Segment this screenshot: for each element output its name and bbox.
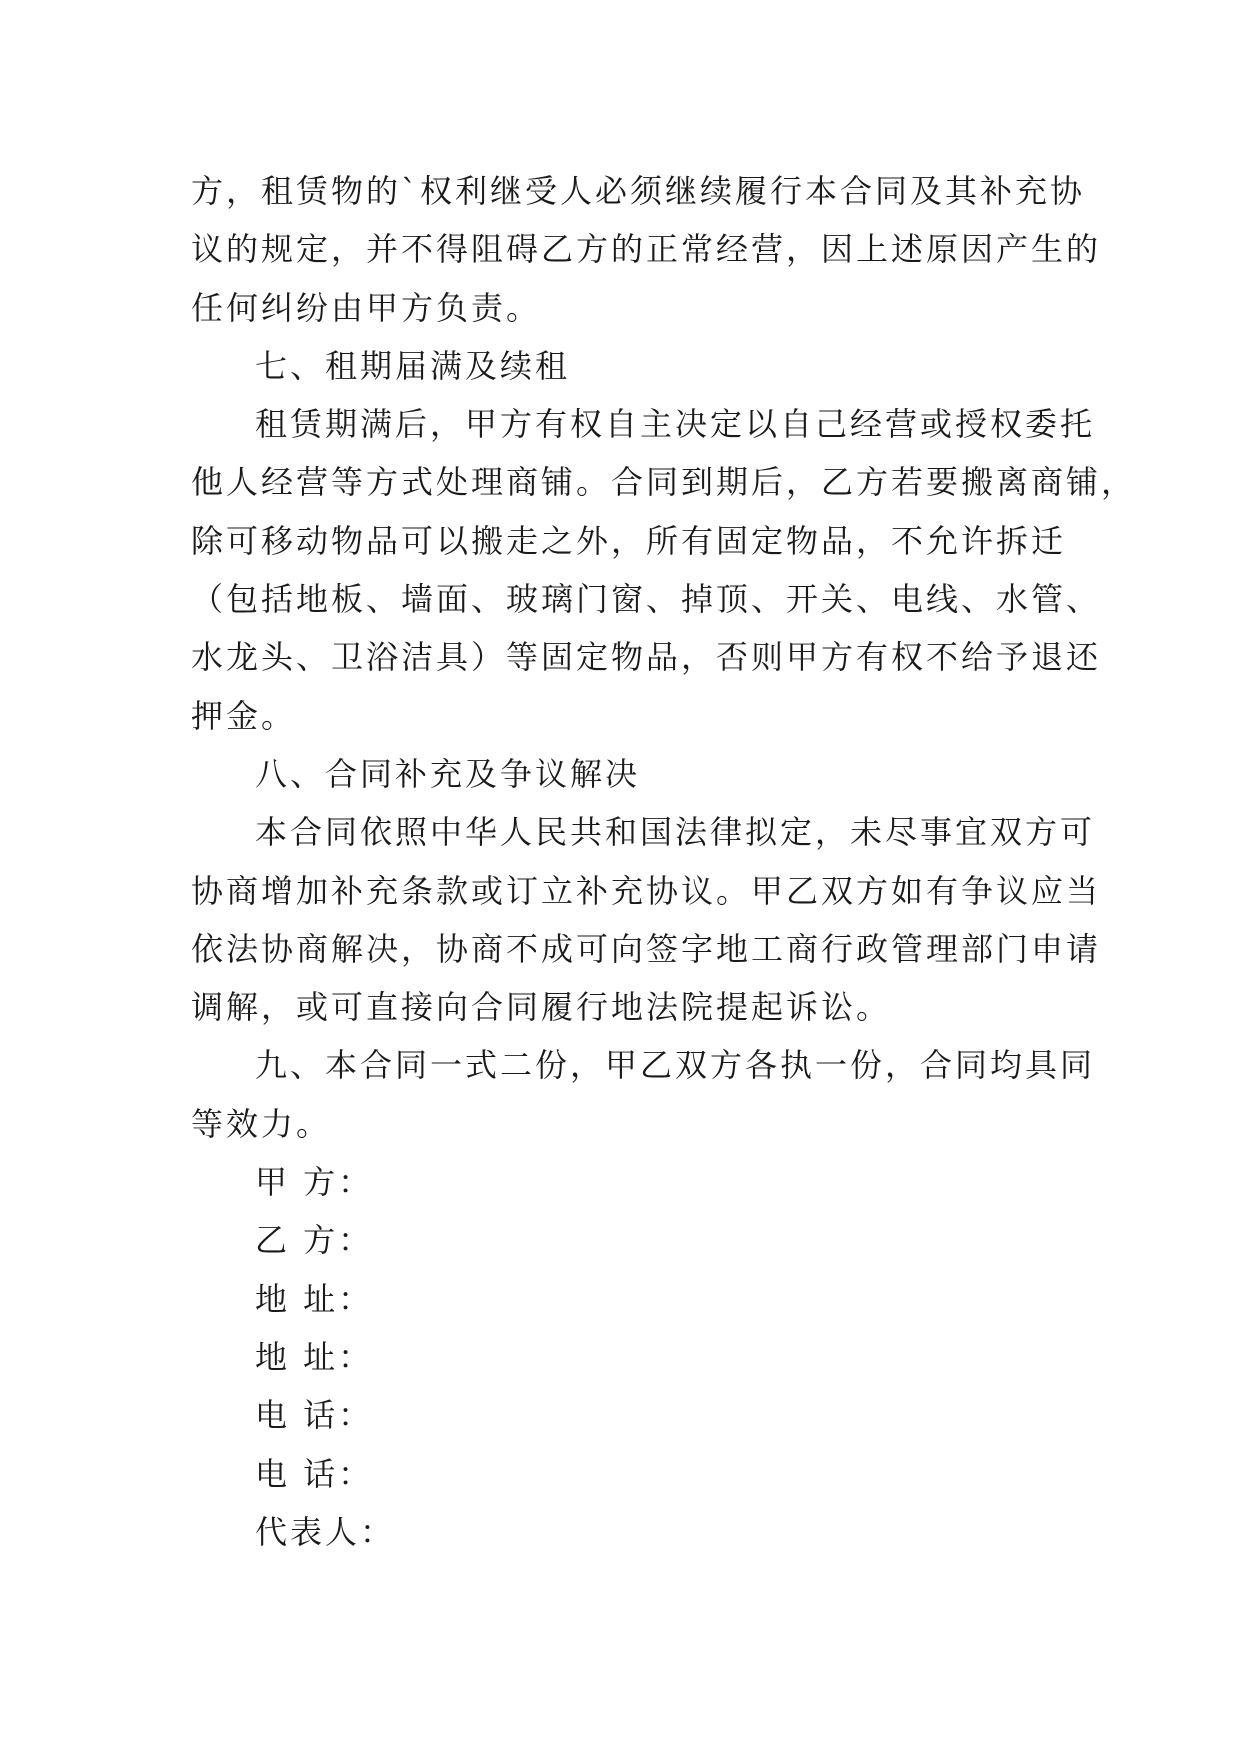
- text-line: 议的规定，并不得阻碍乙方的正常经营，因上述原因产生的: [191, 230, 1102, 269]
- text-line: 方，租赁物的`权利继受人必须继续履行本合同及其补充协: [191, 172, 1086, 210]
- section-heading-7: 七、租期届满及续租: [255, 346, 571, 385]
- text-line: 租赁期满后，甲方有权自主决定以自己经营或授权委托: [255, 405, 1096, 444]
- section-heading-9: 九、本合同一式二份，甲乙双方各执一份，合同均具同: [255, 1046, 1096, 1085]
- text-line: 他人经营等方式处理商铺。合同到期后，乙方若要搬离商铺，: [191, 463, 1137, 502]
- signature-party-b: 乙 方：: [255, 1221, 374, 1260]
- text-line: 协商增加补充条款或订立补充协议。甲乙双方如有争议应当: [191, 871, 1102, 910]
- section-heading-8: 八、合同补充及争议解决: [255, 754, 641, 793]
- text-line: 本合同依照中华人民共和国法律拟定，未尽事宜双方可: [255, 813, 1096, 852]
- text-line: 依法协商解决，协商不成可向签字地工商行政管理部门申请: [191, 929, 1102, 968]
- text-line: 押金。: [191, 696, 297, 735]
- signature-address-a: 地 址：: [255, 1279, 374, 1318]
- text-line: （包括地板、墙面、玻璃门窗、掉顶、开关、电线、水管、: [191, 580, 1102, 619]
- signature-party-a: 甲 方：: [255, 1163, 374, 1202]
- signature-address-b: 地 址：: [255, 1337, 374, 1376]
- signature-phone-b: 电 话：: [255, 1454, 374, 1493]
- document-body: [191, 162, 1137, 1561]
- text-line: 除可移动物品可以搬走之外，所有固定物品，不允许拆迁: [191, 521, 1067, 560]
- text-line: 水龙头、卫浴洁具）等固定物品，否则甲方有权不给予退还: [191, 638, 1102, 677]
- text-line: 等效力。: [191, 1104, 332, 1143]
- text-line: 调解，或可直接向合同履行地法院提起诉讼。: [191, 988, 892, 1027]
- signature-phone-a: 电 话：: [255, 1396, 374, 1435]
- text-line: 任何纠纷由甲方负责。: [191, 288, 542, 327]
- signature-representative: 代表人：: [255, 1512, 396, 1551]
